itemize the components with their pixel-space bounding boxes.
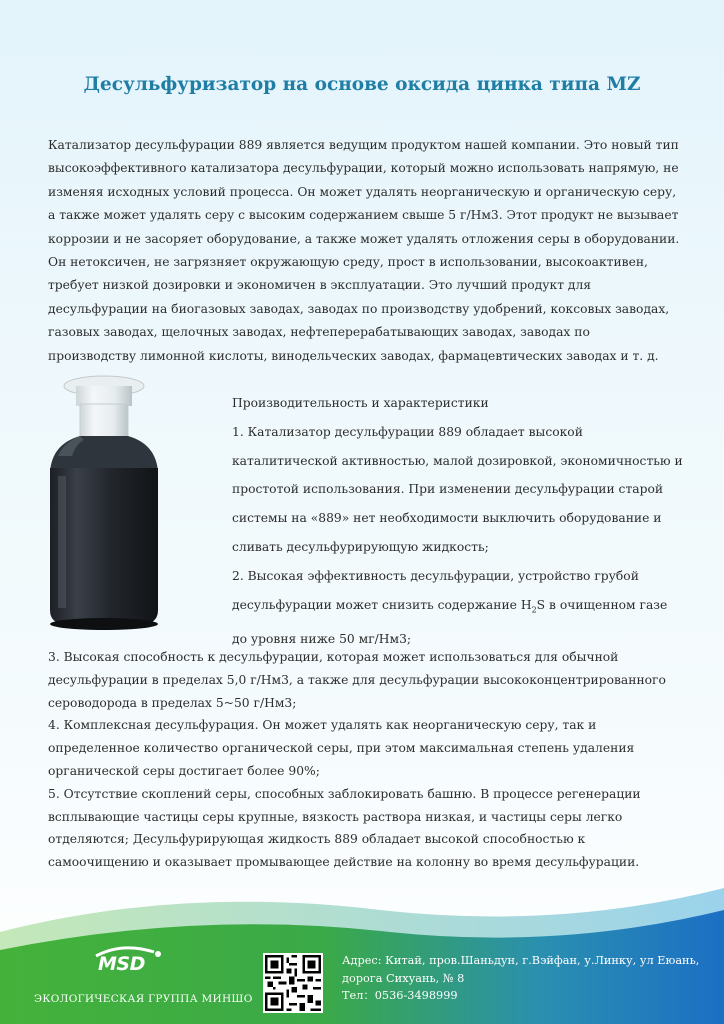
qr-code bbox=[263, 953, 323, 1013]
feature-item-4: 4. Комплексная десульфурация. Он может удалять как неорганическую серу, так и определенное количество органической серы, при этом максимальная степень удаления органической серы достигает более 90%; bbox=[48, 718, 635, 778]
product-bottle-image bbox=[44, 372, 170, 636]
phone-number: Тел：0536-3498999 bbox=[342, 989, 458, 1002]
address-line-1: Адрес: Китай, пров.Шаньдун, г.Вэйфан, у.Линку, ул Еюань, bbox=[342, 954, 700, 967]
feature-item-5: 5. Отсутствие скоплений серы, способных заблокировать башню. В процессе регенерации всплывающие частицы серы крупные, вязкость раствора низкая, и частицы серы легко отделяются; Десульфурирующая жидкость 889 обладает высокой способностью к самоочищению и оказывает промывающее действие на колонну во время десульфурации. bbox=[48, 786, 641, 870]
feature-item-2-subscript: 2 bbox=[531, 605, 537, 615]
feature-item-2 bbox=[232, 562, 684, 654]
page-title: Десульфуризатор на основе оксида цинка типа MZ bbox=[83, 74, 641, 95]
feature-item-3: 3. Высокая способность к десульфурации, которая может использоваться для обычной десульфурации в пределах 5,0 г/Нм3, а также для десульфурации высококонцентрированного сероводорода в пределах 5~50 г/Нм3; bbox=[48, 650, 666, 710]
company-name: ЭКОЛОГИЧЕСКАЯ ГРУППА МИНШО bbox=[34, 993, 253, 1005]
feature-item-1: 1. Катализатор десульфурации 889 обладает высокой каталитической активностью, малой дозировкой, экономичностью и простотой использования. При изменении десульфурации старой системы на «889» нет необходимости выключить оборудование и сливать десульфурирующую жидкость; bbox=[232, 424, 683, 554]
feature-item-2-text-b: S в очищенном газе до уровня ниже 50 мг/Нм3; bbox=[232, 597, 668, 646]
features-heading: Производительность и характеристики bbox=[232, 396, 489, 410]
feature-item-2-text-a: 2. Высокая эффективность десульфурации, устройство грубой десульфурации может снизить содержание H bbox=[232, 568, 639, 612]
intro-paragraph: Катализатор десульфурации 889 является ведущим продуктом нашей компании. Это новый тип высокоэффективного катализатора десульфурации, который можно использовать напрямую, не изменяя исходных условий процесса. Он может удалять неорганическую и органическую серу, а также может удалять серу с высоким содержанием свыше 5 г/Нм3. Этот продукт не вызывает коррозии и не засоряет оборудование, а также может удалять отложения серы в оборудовании. Он нетоксичен, не загрязняет окружающую среду, прост в использовании, высокоактивен, требует низкой дозировки и экономичен в эксплуатации. Это лучший продукт для десульфурации на биогазовых заводах, заводах по производству удобрений, коксовых заводах, газовых заводах, щелочных заводах, нефтеперерабатывающих заводах, заводах по производству лимонной кислоты, винодельческих заводах, фармацевтических заводах и т. д. bbox=[48, 138, 680, 363]
company-logo: MSD bbox=[98, 953, 145, 975]
features-continued bbox=[48, 646, 684, 874]
contact-info bbox=[342, 952, 712, 1005]
features-section bbox=[232, 389, 684, 654]
address-line-2: дорога Сихуань, № 8 bbox=[342, 971, 465, 985]
